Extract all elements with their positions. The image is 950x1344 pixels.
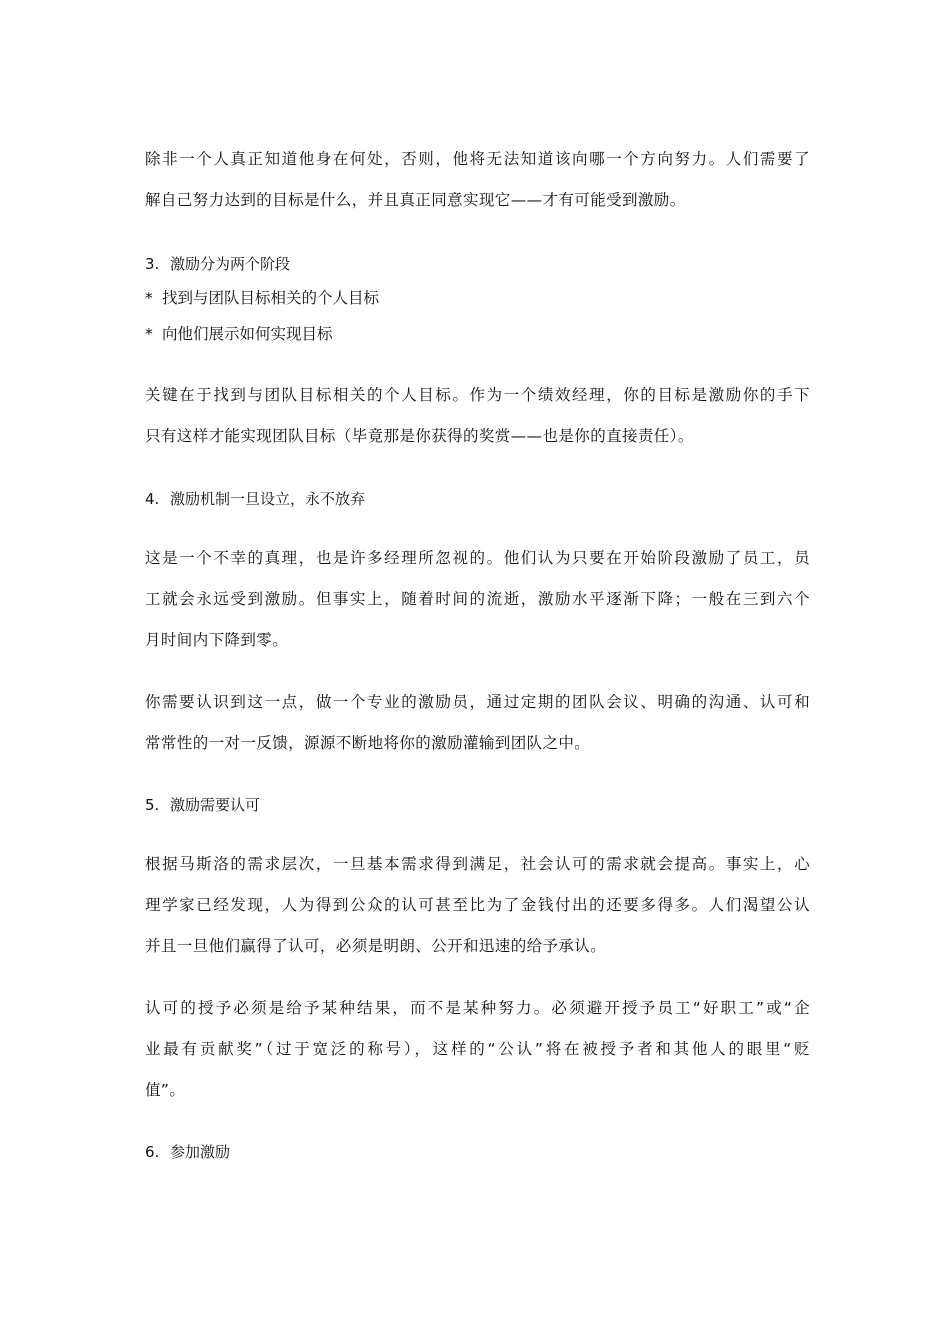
- section-number: 6.: [145, 1143, 160, 1161]
- section-heading-5: [145, 793, 810, 817]
- section-number: 4.: [145, 490, 160, 508]
- paragraph-line: 月时间内下降到零。: [145, 631, 289, 649]
- paragraph-line: 除非一个人真正知道他身在何处，否则，他将无法知道该向哪一个方向努力。人们需要了: [145, 150, 810, 168]
- paragraph-professional-motivator: [145, 682, 810, 764]
- paragraph-line: 业最有贡献奖”（过于宽泛的称号），这样的“公认”将在被授予者和其他人的眼里“贬: [145, 1040, 810, 1058]
- section-number: 5.: [145, 796, 160, 814]
- paragraph-line: 根据马斯洛的需求层次，一旦基本需求得到满足，社会认可的需求就会提高。事实上，心: [145, 855, 810, 873]
- list-item: [145, 316, 810, 352]
- section-title: 激励机制一旦设立，永不放弃: [170, 490, 366, 508]
- section-number: 3.: [145, 255, 160, 273]
- list-item-text: 向他们展示如何实现目标: [162, 325, 333, 343]
- section-title: 激励需要认可: [170, 796, 261, 814]
- paragraph-personal-goals: [145, 375, 810, 457]
- paragraph-goal-awareness: [145, 139, 810, 221]
- paragraph-line: 这是一个不幸的真理，也是许多经理所忽视的。他们认为只要在开始阶段激励了员工，员: [145, 549, 810, 567]
- paragraph-line: 解自己努力达到的目标是什么，并且真正同意实现它——才有可能受到激励。: [145, 191, 686, 209]
- paragraph-unfortunate-truth: [145, 538, 810, 661]
- paragraph-recognition-results: [145, 988, 810, 1111]
- paragraph-line: 并且一旦他们赢得了认可，必须是明朗、公开和迅速的给予承认。: [145, 937, 607, 955]
- bullet-marker: *: [145, 289, 153, 307]
- bullet-marker: *: [145, 325, 153, 343]
- paragraph-line: 常常性的一对一反馈，源源不断地将你的激励灌输到团队之中。: [145, 734, 591, 752]
- section-heading-4: [145, 487, 810, 511]
- paragraph-line: 理学家已经发现，人为得到公众的认可甚至比为了金钱付出的还要多得多。人们渴望公认: [145, 896, 810, 914]
- paragraph-line: 值”。: [145, 1081, 186, 1099]
- list-item: [145, 280, 810, 316]
- paragraph-maslow: [145, 844, 810, 967]
- paragraph-line: 关键在于找到与团队目标相关的个人目标。作为一个绩效经理，你的目标是激励你的手下: [145, 386, 810, 404]
- section-title: 激励分为两个阶段: [170, 255, 291, 273]
- paragraph-line: 工就会永远受到激励。但事实上，随着时间的流逝，激励水平逐渐下降；一般在三到六个: [145, 590, 810, 608]
- list-item-text: 找到与团队目标相关的个人目标: [162, 289, 380, 307]
- bullet-list-two-stages: [145, 280, 810, 352]
- paragraph-line: 只有这样才能实现团队目标（毕竟那是你获得的奖赏——也是你的直接责任）。: [145, 427, 694, 445]
- paragraph-line: 你需要认识到这一点，做一个专业的激励员，通过定期的团队会议、明确的沟通、认可和: [145, 693, 810, 711]
- section-title: 参加激励: [170, 1143, 231, 1161]
- section-heading-3: [145, 252, 810, 276]
- section-heading-6: [145, 1140, 810, 1164]
- paragraph-line: 认可的授予必须是给予某种结果，而不是某种努力。必须避开授予员工“好职工”或“企: [145, 999, 810, 1017]
